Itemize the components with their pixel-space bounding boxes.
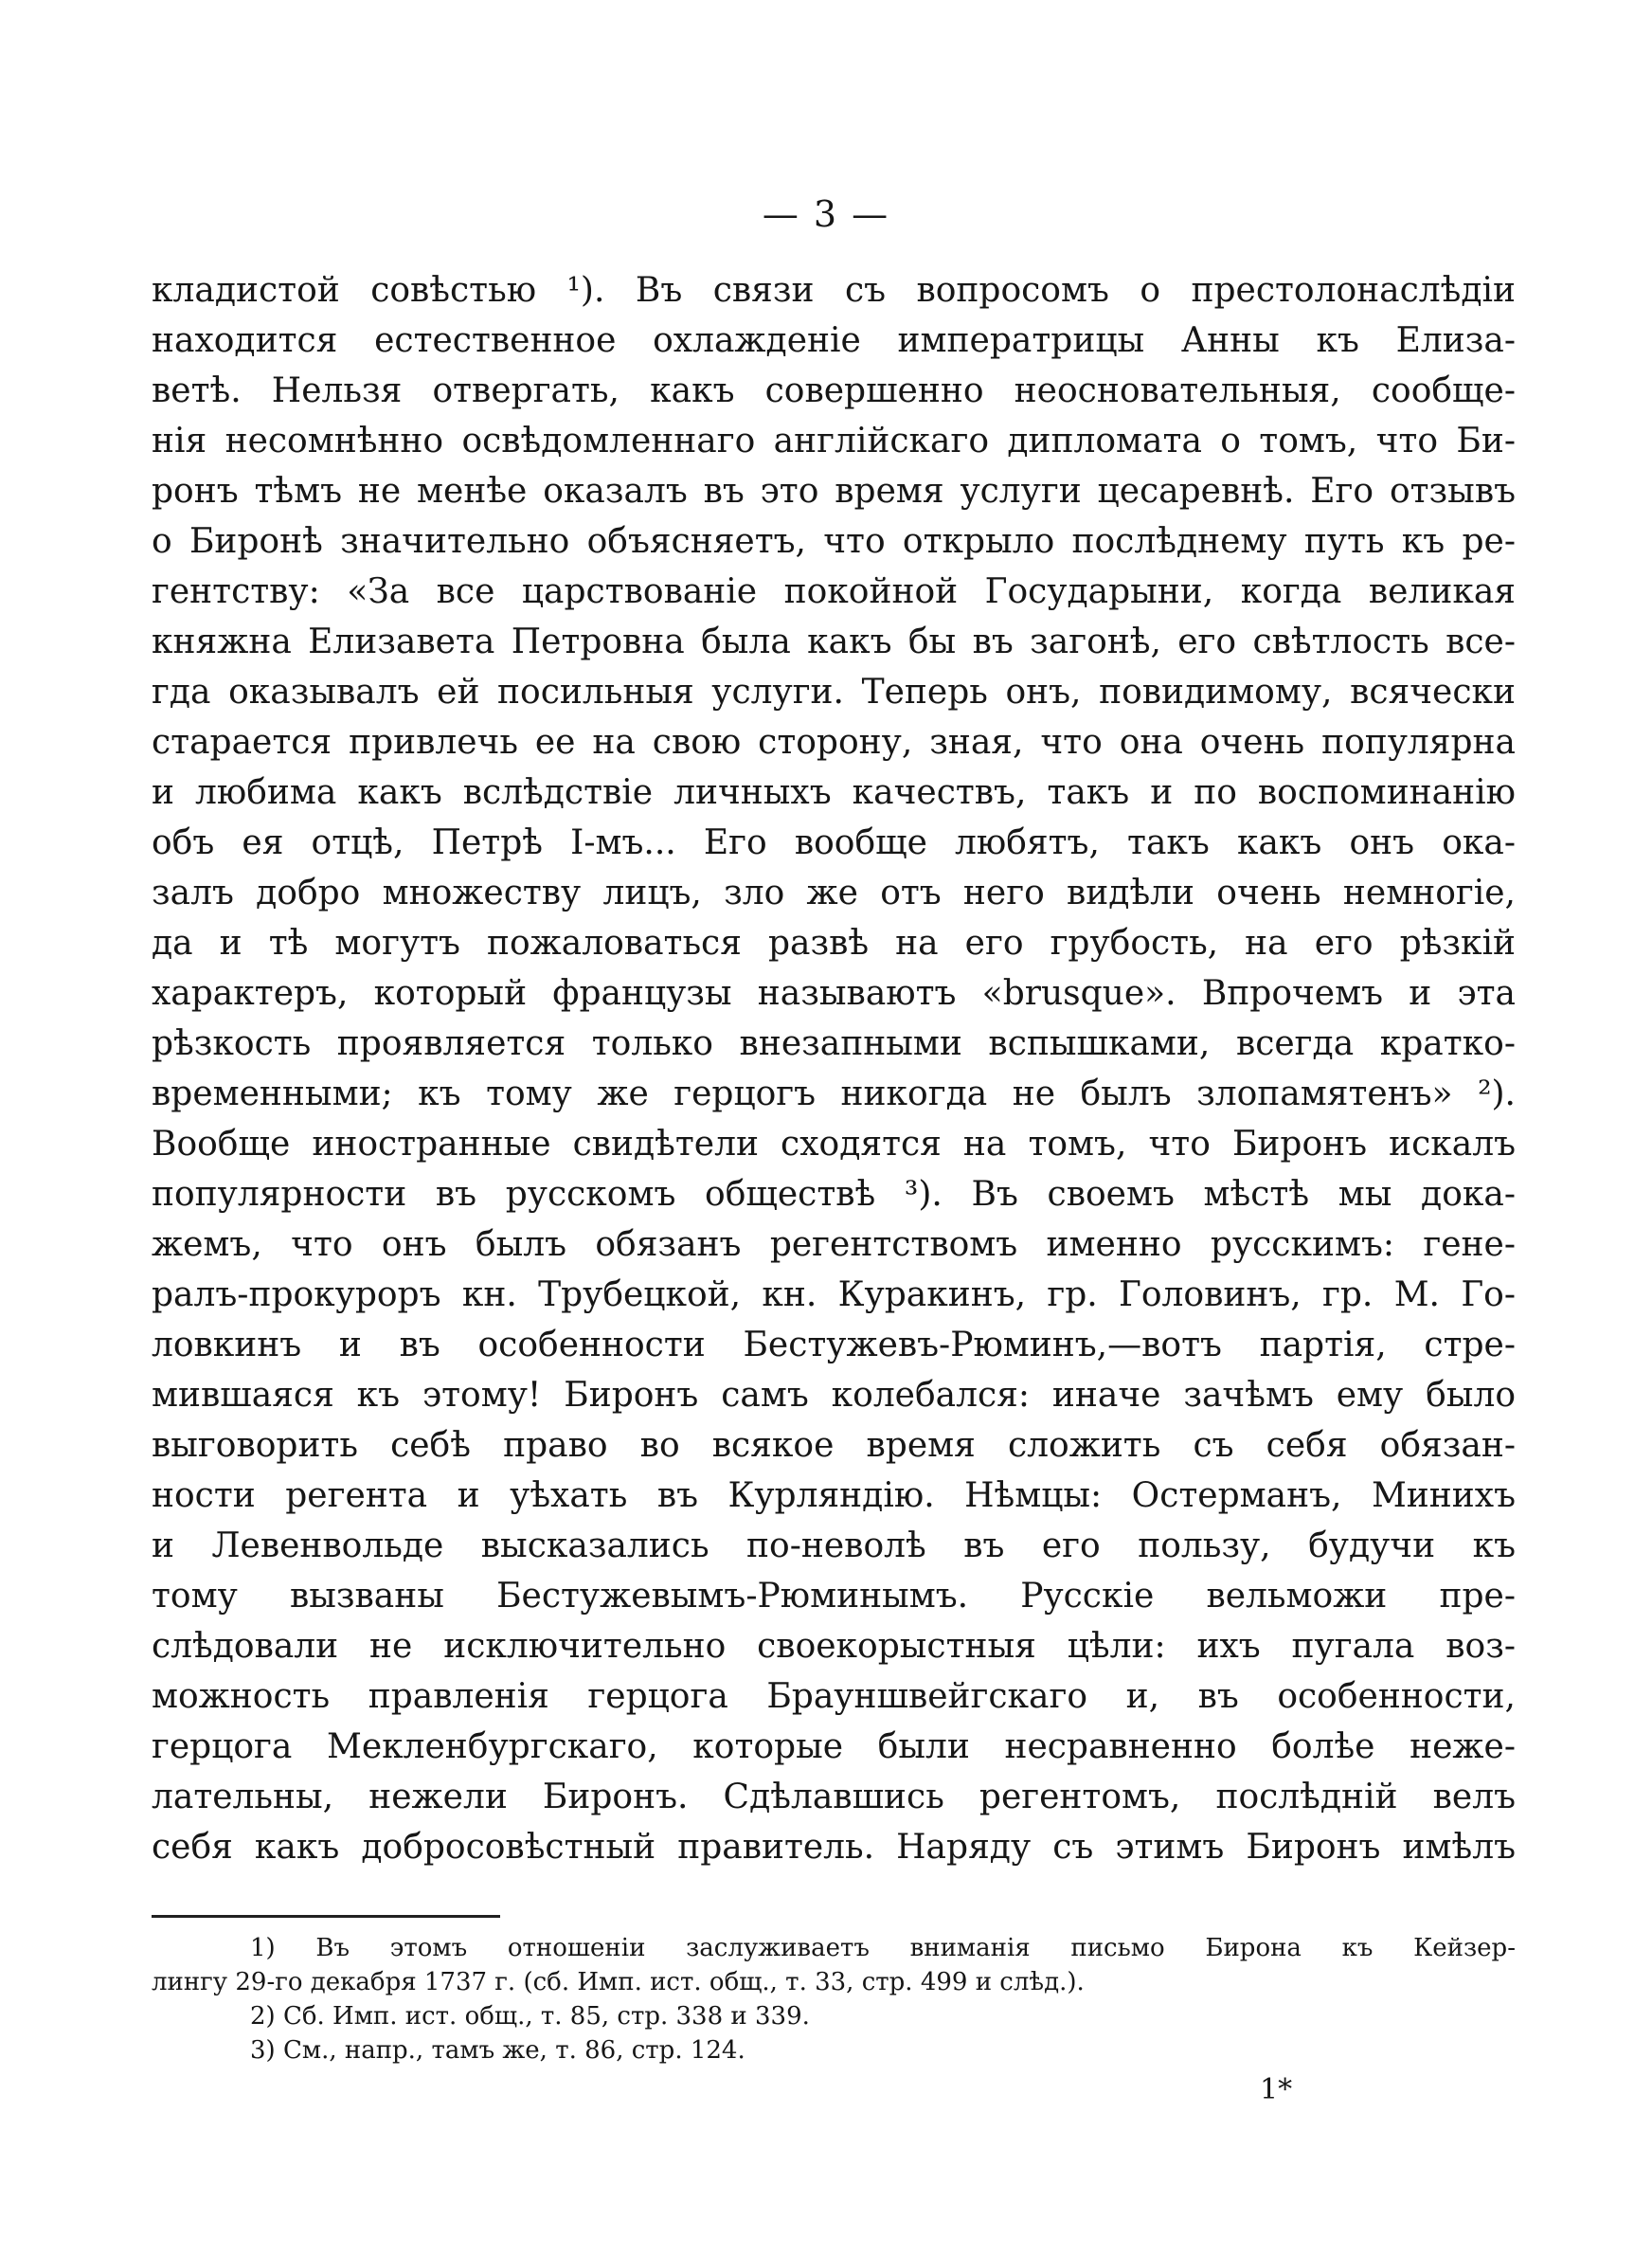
text-line: временными; къ тому же герцогъ никогда не былъ злопамятенъ» ²). <box>152 1074 1516 1113</box>
text-line: ветѣ. Нельзя отвергать, какъ совершенно неосновательныя, сообще- <box>152 371 1516 410</box>
text-line: лательны, нежели Биронъ. Сдѣлавшись регентомъ, послѣдній велъ <box>152 1778 1516 1816</box>
printer-signature-mark: 1* <box>1260 2073 1293 2106</box>
footnote-line: 3) См., напр., тамъ же, т. 86, стр. 124. <box>250 2036 745 2065</box>
footnotes <box>152 1931 1516 2067</box>
page-number: — 3 — <box>762 193 890 235</box>
footnote-line: лингу 29-го декабря 1737 г. (сб. Имп. ист. общ., т. 33, стр. 499 и слѣд.). <box>152 1968 1085 1996</box>
text-line: ронъ тѣмъ не менѣе оказалъ въ это время услуги цесаревнѣ. Его отзывъ <box>152 472 1516 511</box>
text-line: ралъ-прокуроръ кн. Трубецкой, кн. Куракинъ, гр. Головинъ, гр. М. Го- <box>152 1275 1516 1314</box>
text-line: герцога Мекленбургскаго, которые были несравненно болѣе неже- <box>152 1727 1516 1766</box>
text-line: о Биронѣ значительно объясняетъ, что открыло послѣднему путь къ ре- <box>152 522 1516 561</box>
text-line: ности регента и уѣхать въ Курляндію. Нѣмцы: Остерманъ, Минихъ <box>152 1476 1516 1515</box>
text-line: рѣзкость проявляется только внезапными вспышками, всегда кратко- <box>152 1024 1516 1063</box>
text-line: княжна Елизавета Петровна была какъ бы въ загонѣ, его свѣтлость все- <box>152 623 1516 661</box>
text-line: ловкинъ и въ особенности Бестужевъ-Рюминъ,—вотъ партія, стре- <box>152 1326 1516 1364</box>
text-line: старается привлечь ее на свою сторону, зная, что она очень популярна <box>152 723 1516 762</box>
footnote-divider <box>152 1915 500 1918</box>
text-line: Вообще иностранные свидѣтели сходятся на томъ, что Биронъ искалъ <box>152 1125 1516 1164</box>
text-line: нія несомнѣнно освѣдомленнаго англійскаго дипломата о томъ, что Би- <box>152 422 1516 460</box>
text-line: слѣдовали не исключительно своекорыстныя цѣли: ихъ пугала воз- <box>152 1627 1516 1666</box>
text-line: и Левенвольде высказались по-неволѣ въ его пользу, будучи къ <box>152 1526 1516 1565</box>
footnote-line: 2) Сб. Имп. ист. общ., т. 85, стр. 338 и 339. <box>250 2002 810 2031</box>
text-line: да и тѣ могутъ пожаловаться развѣ на его грубость, на его рѣзкій <box>152 924 1516 963</box>
footnote-line: 1) Въ этомъ отношеніи заслуживаетъ вниманія письмо Бирона къ Кейзер- <box>250 1934 1516 1962</box>
text-line: популярности въ русскомъ обществѣ ³). Въ своемъ мѣстѣ мы дока- <box>152 1175 1516 1214</box>
text-line: гда оказывалъ ей посильныя услуги. Теперь онъ, повидимому, всячески <box>152 673 1516 712</box>
text-line: залъ добро множеству лицъ, зло же отъ него видѣли очень немногіе, <box>152 874 1516 912</box>
text-line: кладистой совѣстью ¹). Въ связи съ вопросомъ о престолонаслѣдіи <box>152 271 1516 310</box>
text-line: характеръ, который французы называютъ «brusque». Впрочемъ и эта <box>152 974 1516 1013</box>
body-text <box>152 265 1516 1872</box>
text-line: объ ея отцѣ, Петрѣ I-мъ... Его вообще любятъ, такъ какъ онъ ока- <box>152 823 1516 862</box>
text-line: находится естественное охлажденіе императрицы Анны къ Елиза- <box>152 321 1516 360</box>
text-line: выговорить себѣ право во всякое время сложить съ себя обязан- <box>152 1426 1516 1465</box>
text-line: тому вызваны Бестужевымъ-Рюминымъ. Русскіе вельможи пре- <box>152 1577 1516 1616</box>
text-line: можность правленія герцога Брауншвейгскаго и, въ особенности, <box>152 1677 1516 1716</box>
text-line: себя какъ добросовѣстный правитель. Наряду съ этимъ Биронъ имѣлъ <box>152 1828 1516 1867</box>
text-line: и любима какъ вслѣдствіе личныхъ качествъ, такъ и по воспоминанію <box>152 773 1516 812</box>
text-line: гентству: «За все царствованіе покойной Государыни, когда великая <box>152 572 1516 611</box>
text-line: мившаяся къ этому! Биронъ самъ колебался: иначе зачѣмъ ему было <box>152 1376 1516 1415</box>
text-line: жемъ, что онъ былъ обязанъ регентствомъ именно русскимъ: гене- <box>152 1225 1516 1264</box>
